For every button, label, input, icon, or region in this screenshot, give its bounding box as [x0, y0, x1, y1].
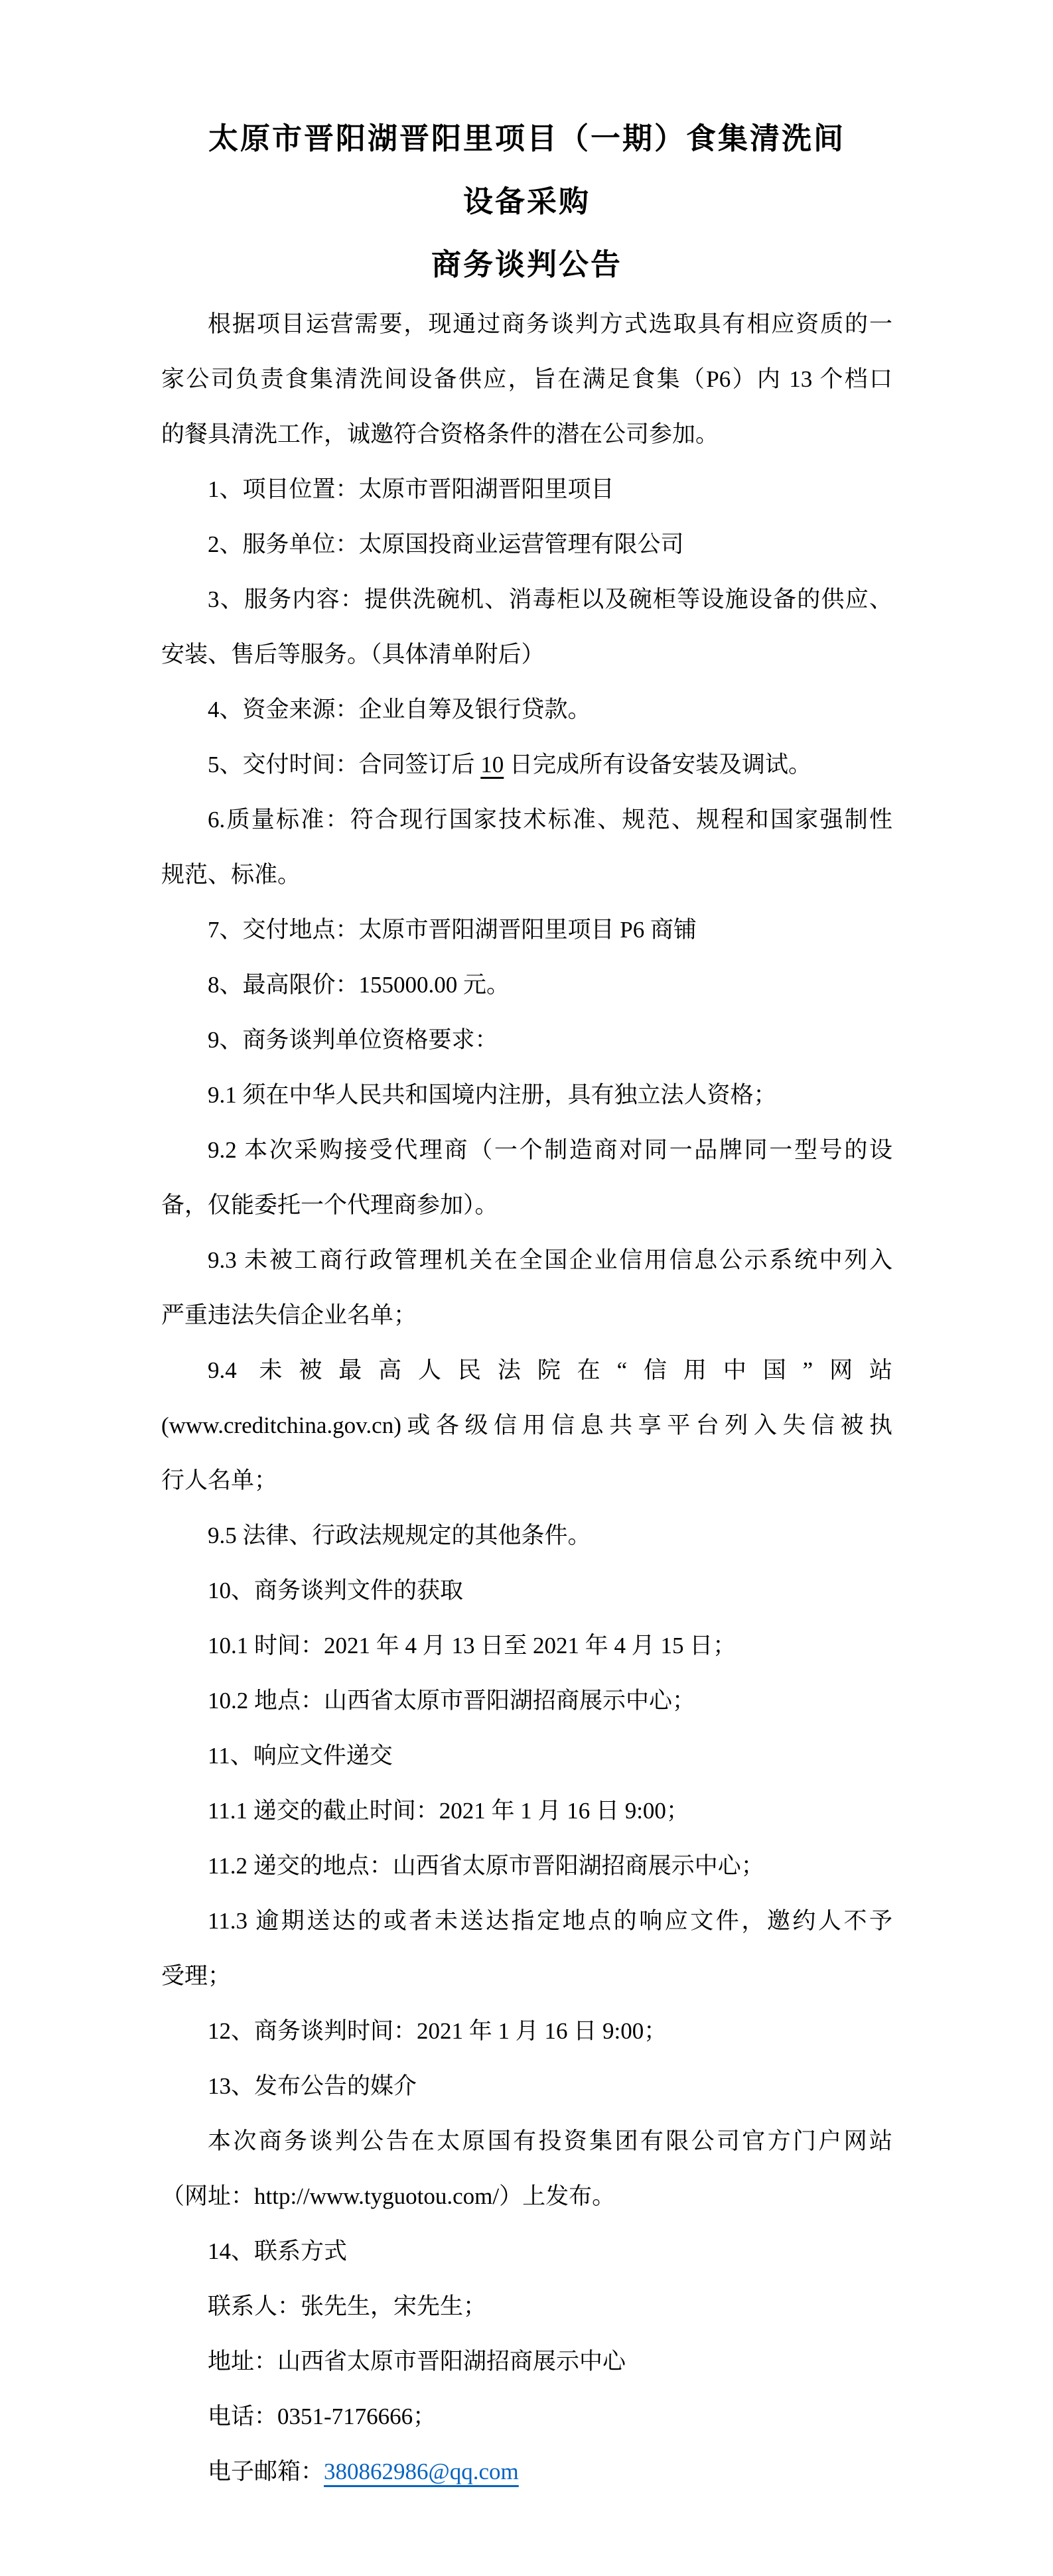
doc-line [161, 2444, 892, 2499]
doc-line: 12、商务谈判时间：2021 年 1 月 16 日 9:00； [208, 2018, 667, 2044]
document-body [161, 297, 892, 2499]
doc-line: 地址：山西省太原市晋阳湖招商展示中心 [208, 2348, 626, 2374]
doc-line: 1、项目位置：太原市晋阳湖晋阳里项目 [208, 476, 614, 502]
line-text: 电子邮箱： [208, 2459, 324, 2484]
doc-line: 本次商务谈判公告在太原国有投资集团有限公司官方门户网站 [208, 2128, 892, 2154]
doc-line [161, 737, 892, 792]
title-line: 太原市晋阳湖晋阳里项目（一期）食集清洗间 [208, 122, 845, 155]
line-text: 日完成所有设备安装及调试。 [504, 752, 812, 778]
doc-line: 9.4 未被最高人民法院在“信用中国”网站 [208, 1357, 892, 1383]
email-link[interactable]: 380862986@qq.com [324, 2459, 519, 2484]
line-text: 5、交付时间：合同签订后 [208, 752, 481, 778]
doc-line: 10、商务谈判文件的获取 [208, 1578, 464, 1603]
doc-line: 4、资金来源：企业自筹及银行贷款。 [208, 697, 591, 722]
doc-line: （网址：http://www.tyguotou.com/）上发布。 [161, 2183, 616, 2209]
doc-line: 9.2 本次采购接受代理商（一个制造商对同一品牌同一型号的设 [208, 1137, 892, 1163]
doc-line: 2、服务单位：太原国投商业运营管理有限公司 [208, 531, 684, 557]
doc-line: 13、发布公告的媒介 [208, 2073, 417, 2099]
doc-line: 规范、标准。 [161, 862, 301, 888]
title-line: 商务谈判公告 [431, 248, 622, 281]
doc-line: 联系人：张先生，宋先生； [208, 2293, 487, 2319]
doc-line: 8、最高限价：155000.00 元。 [208, 972, 510, 998]
doc-line: 11.3 逾期送达的或者未送达指定地点的响应文件，邀约人不予 [208, 1908, 892, 1934]
title-line: 设备采购 [462, 185, 591, 218]
underlined-duration: 10 [480, 752, 504, 778]
doc-line: 行人名单； [161, 1467, 278, 1493]
doc-line: 电话：0351-7176666； [208, 2404, 437, 2429]
doc-line: 严重违法失信企业名单； [161, 1302, 417, 1328]
doc-line: 根据项目运营需要，现通过商务谈判方式选取具有相应资质的一 [208, 311, 892, 337]
doc-line: 6.质量标准：符合现行国家技术标准、规范、规程和国家强制性 [208, 807, 892, 833]
doc-line: 11.2 递交的地点：山西省太原市晋阳湖招商展示中心； [208, 1853, 764, 1879]
doc-line: 9.3 未被工商行政管理机关在全国企业信用信息公示系统中列入 [208, 1247, 892, 1273]
doc-line: 受理； [161, 1963, 232, 1989]
doc-line: 9.1 须在中华人民共和国境内注册，具有独立法人资格； [208, 1082, 777, 1108]
document-title [161, 107, 892, 297]
doc-line: (www.creditchina.gov.cn)或各级信用信息共享平台列入失信被执 [161, 1412, 892, 1438]
doc-line: 的餐具清洗工作，诚邀符合资格条件的潜在公司参加。 [161, 421, 719, 447]
doc-line: 家公司负责食集清洗间设备供应，旨在满足食集（P6）内 13 个档口 [161, 366, 892, 392]
doc-line: 备，仅能委托一个代理商参加）。 [161, 1192, 498, 1218]
doc-line: 安装、售后等服务。（具体清单附后） [161, 642, 545, 667]
doc-line: 11、响应文件递交 [208, 1743, 393, 1769]
doc-line: 10.2 地点：山西省太原市晋阳湖招商展示中心； [208, 1688, 696, 1714]
doc-line: 10.1 时间：2021 年 4 月 13 日至 2021 年 4 月 15 日； [208, 1633, 737, 1659]
doc-line: 3、服务内容：提供洗碗机、消毒柜以及碗柜等设施设备的供应、 [208, 586, 892, 612]
doc-line: 14、联系方式 [208, 2238, 348, 2264]
doc-line: 11.1 递交的截止时间：2021 年 1 月 16 日 9:00； [208, 1798, 689, 1824]
doc-line: 9.5 法律、行政法规规定的其他条件。 [208, 1523, 591, 1548]
doc-line: 9、商务谈判单位资格要求： [208, 1027, 498, 1053]
doc-line: 7、交付地点：太原市晋阳湖晋阳里项目 P6 商铺 [208, 917, 697, 943]
